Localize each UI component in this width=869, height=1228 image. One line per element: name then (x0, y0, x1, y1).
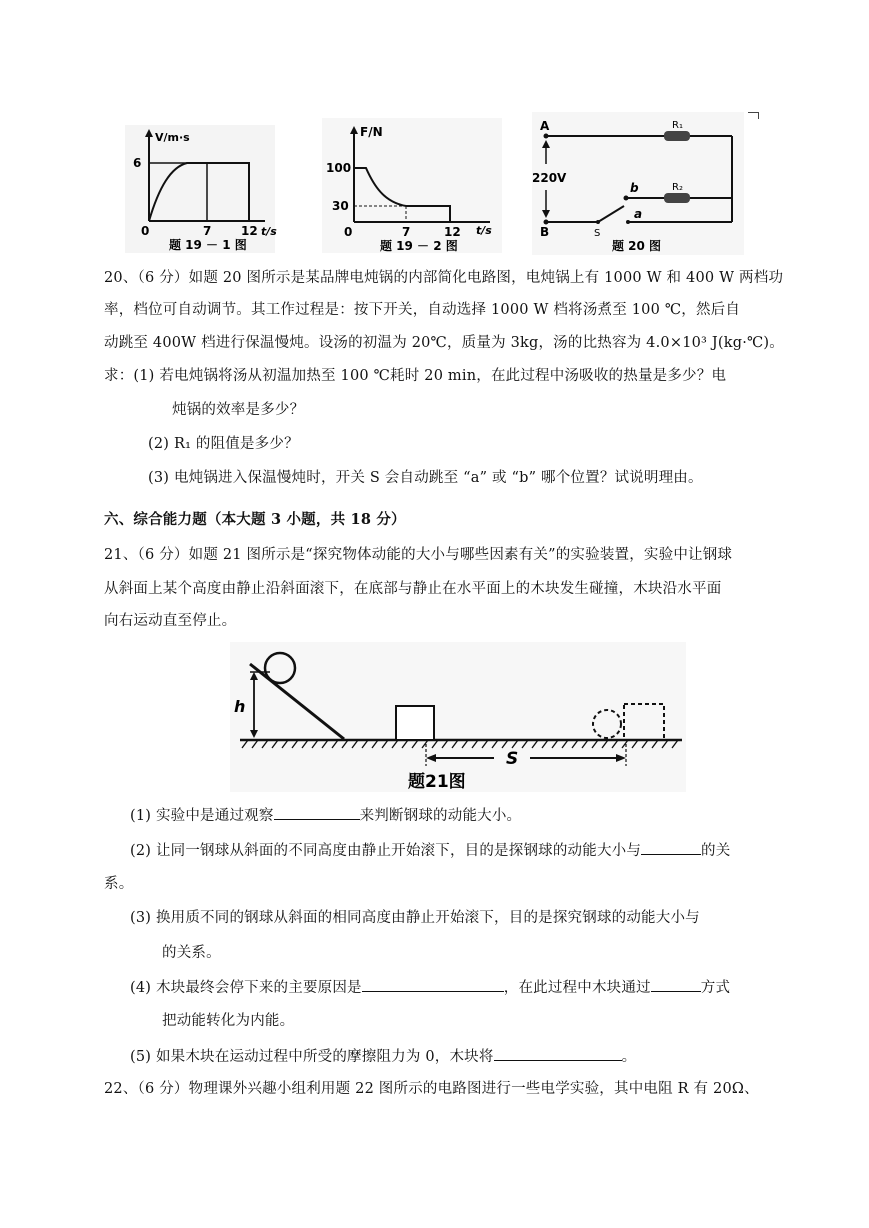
q21-part-5-text-a: (5) 如果木块在运动过程中所受的摩擦阻力为 0，木块将 (130, 1049, 494, 1065)
node-a-label: A (540, 119, 550, 133)
q21-part-1-text-a: (1) 实验中是通过观察 (130, 808, 274, 824)
q21-part-2 (130, 839, 730, 861)
figure-caption: 题 19 － 2 图 (380, 239, 458, 253)
switch-label: S (594, 228, 601, 239)
q20-line-2: 率，档位可自动调节。其工作过程是：按下开关，自动选择 1000 W 档将汤煮至 100 ℃，然后自 (104, 302, 741, 318)
q21-part-4-text-c: 方式 (700, 980, 731, 996)
y-value-label: 6 (133, 156, 142, 170)
figure-20 (532, 112, 744, 255)
resistor-r1 (664, 131, 690, 141)
q21-part-2-text-a: (2) 让同一钢球从斜面的不同高度由静止开始滚下，目的是探钢球的动能大小与 (130, 843, 642, 859)
distance-label: S (506, 749, 519, 769)
answer-blank-1[interactable] (274, 804, 360, 820)
node-b-label: B (540, 225, 550, 239)
y-axis-label: F/N (360, 125, 383, 139)
voltage-label: 220V (532, 171, 567, 185)
figure-caption: 题21图 (408, 772, 466, 792)
height-label: h (234, 697, 246, 716)
section-6-heading: 六、综合能力题（本大题 3 小题，共 18 分） (104, 511, 406, 528)
q20-line-3: 动跳至 400W 档进行保温慢炖。设汤的初温为 20℃，质量为 3kg，汤的比热容为 4.0×10³ J(kg·℃)。 (104, 335, 784, 351)
q22-line-1: 22、（6 分）物理课外兴趣小组利用题 22 图所示的电路图进行一些电学实验，其中电阻 R 有 20Ω、 (104, 1081, 759, 1097)
q21-line-1: 21、（6 分）如题 21 图所示是“探究物体动能的大小与哪些因素有关”的实验装置，实验中让钢球 (104, 547, 733, 563)
q21-part-4-cont: 把动能转化为内能。 (162, 1013, 295, 1029)
q21-part-4-text-b: ，在此过程中木块通过 (503, 980, 651, 996)
force-time-graph (322, 118, 502, 253)
q20-line-7: (3) 电炖锅进入保温慢炖时，开关 S 会自动跳至 “a” 或 “b” 哪个位置？试说明理由。 (148, 470, 703, 486)
q20-line-6: (2) R₁ 的阻值是多少？ (148, 436, 299, 452)
circuit-diagram (532, 112, 744, 255)
ramp-experiment-diagram (230, 642, 686, 792)
x-axis-label: t/s (261, 225, 277, 238)
answer-blank-2[interactable] (641, 839, 701, 855)
x-origin-label: 0 (141, 224, 150, 238)
y-axis-label: V/m·s (155, 131, 190, 144)
q21-part-5 (130, 1045, 636, 1067)
point-b-label: b (630, 181, 639, 195)
answer-blank-6[interactable] (494, 1045, 622, 1061)
figure-caption: 题 19 － 1 图 (169, 238, 247, 252)
figure-21 (230, 642, 686, 792)
q21-part-3: (3) 换用质不同的钢球从斜面的相同高度由静止开始滚下，目的是探究钢球的动能大小与 (130, 910, 700, 926)
velocity-time-graph (125, 125, 275, 253)
q20-line-1: 20、（6 分）如题 20 图所示是某品牌电炖锅的内部简化电路图，电炖锅上有 1000 W 和 400 W 两档功 (104, 270, 784, 286)
x-tick-12: 12 (444, 225, 461, 239)
q20-line-5: 炖锅的效率是多少？ (172, 402, 305, 418)
q21-part-5-text-b: 。 (621, 1049, 637, 1065)
figure-19-1 (125, 125, 275, 253)
x-tick-12: 12 (241, 224, 258, 238)
q21-line-3: 向右运动直至停止。 (104, 613, 237, 629)
answer-blank-3[interactable] (150, 942, 162, 957)
y-tick-30: 30 (332, 199, 349, 213)
corner-mark (748, 112, 759, 119)
q21-part-2-text-b: 的关 (701, 843, 731, 859)
wooden-block (396, 706, 434, 740)
answer-blank-4[interactable] (362, 976, 504, 992)
q20-line-4: 求：(1) 若电炖锅将汤从初温加热至 100 ℃耗时 20 min，在此过程中汤吸收的热量是多少？电 (104, 368, 727, 384)
point-a-label: a (634, 207, 643, 221)
q21-part-1-text-b: 来判断钢球的动能大小。 (359, 808, 522, 824)
answer-blank-5[interactable] (651, 976, 701, 992)
y-tick-100: 100 (326, 161, 352, 175)
q21-part-4-text-a: (4) 木块最终会停下来的主要原因是 (130, 980, 362, 996)
q21-part-2-cont: 系。 (104, 876, 134, 892)
q21-part-3-text-b: 的关系。 (162, 945, 221, 961)
x-tick-7: 7 (402, 225, 411, 239)
figure-caption: 题 20 图 (612, 239, 662, 253)
q21-part-3-cont (150, 942, 221, 963)
q21-part-4 (130, 976, 730, 998)
x-axis-label: t/s (476, 224, 492, 237)
q21-part-1 (130, 804, 521, 826)
resistor-r2 (664, 193, 690, 203)
r2-label: R₂ (672, 182, 683, 193)
r1-label: R₁ (672, 120, 683, 131)
x-tick-7: 7 (203, 224, 212, 238)
x-origin-label: 0 (344, 225, 353, 239)
figure-19-2 (322, 118, 502, 253)
q21-line-2: 从斜面上某个高度由静止沿斜面滚下，在底部与静止在水平面上的木块发生碰撞，木块沿水平面 (104, 581, 722, 597)
